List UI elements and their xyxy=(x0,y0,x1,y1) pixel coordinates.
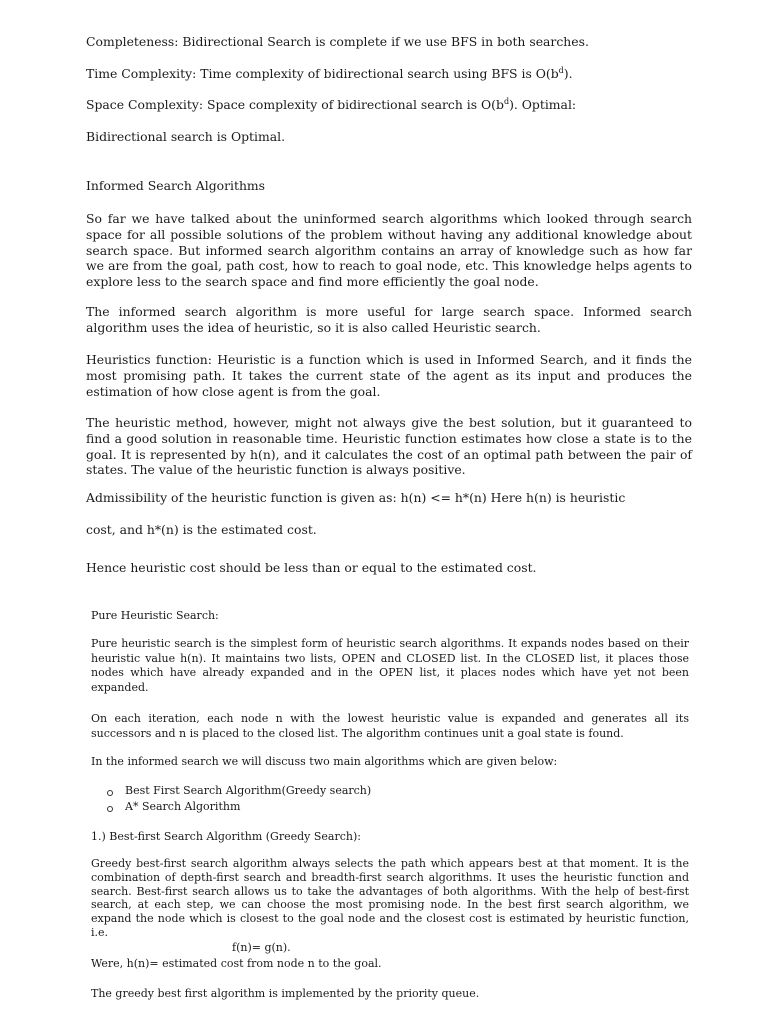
pure-heuristic-paragraph: Pure heuristic search is the simplest form of heuristic search algorithms. It expands nodes based on their heuristic value h(n). It maintains two lists, OPEN and CLOSED list. In the CLOSED list, it places those nodes which have already expanded and in the OPEN list, it places nodes which have yet not been expanded. xyxy=(91,637,689,694)
bullet-circle-icon xyxy=(107,806,113,812)
space-complexity-text: Space Complexity: Space complexity of bidirectional search is O(b xyxy=(86,97,504,112)
iteration-paragraph: On each iteration, each node n with the lowest heuristic value is expanded and generates all its successors and n is placed to the closed list. The algorithm continues unit a goal state is found. xyxy=(91,712,689,740)
formula: f(n)= g(n). xyxy=(232,941,291,954)
list-item: A* Search Algorithm xyxy=(125,800,241,813)
two-algorithms-intro: In the informed search we will discuss two main algorithms which are given below: xyxy=(91,755,558,768)
time-complexity-line xyxy=(86,66,573,82)
space-complexity-exponent: d xyxy=(503,96,510,106)
informed-paragraph-2: The informed search algorithm is more useful for large search space. Informed search algorithm uses the idea of heuristic, so it is also called Heuristic search. xyxy=(86,304,692,335)
informed-paragraph-1: So far we have talked about the uninformed search algorithms which looked through search space for all possible solutions of the problem without having any additional knowledge about search space. But informed search algorithm contains an array of knowledge such as how far we are from the goal, path cost, how to reach to goal node, etc. This knowledge helps agents to explore less to the search space and find more efficiently the goal node. xyxy=(86,211,692,290)
greedy-paragraph: Greedy best-first search algorithm always selects the path which appears best at that moment. It is the combination of depth-first search and breadth-first search algorithms. It uses the heuristic function and search. Best-first search allows us to take the advantages of both algorithms. With the help of best-first search, at each step, we can choose the most promising node. In the best first search algorithm, we expand the node which is closest to the goal node and the closest cost is estimated by heuristic function, i.e. xyxy=(91,857,689,939)
heuristics-function-paragraph: Heuristics function: Heuristic is a function which is used in Informed Search, and it finds the most promising path. It takes the current state of the agent as its input and produces the estimation of how close agent is from the goal. xyxy=(86,352,692,399)
priority-queue-line: The greedy best first algorithm is implemented by the priority queue. xyxy=(91,987,480,1000)
completeness-line: Completeness: Bidirectional Search is complete if we use BFS in both searches. xyxy=(86,34,589,49)
time-complexity-text: Time Complexity: Time complexity of bidirectional search using BFS is O(b xyxy=(86,66,559,81)
pure-heuristic-heading: Pure Heuristic Search: xyxy=(91,609,219,622)
optimal-line: Bidirectional search is Optimal. xyxy=(86,129,286,144)
estimated-cost-line: Were, h(n)= estimated cost from node n to the goal. xyxy=(91,957,382,970)
hence-line: Hence heuristic cost should be less than or equal to the estimated cost. xyxy=(86,560,537,575)
list-item: Best First Search Algorithm(Greedy search) xyxy=(125,784,372,797)
space-complexity-line xyxy=(86,97,576,113)
time-complexity-exponent: d xyxy=(558,65,564,75)
bullet-circle-icon xyxy=(107,790,113,796)
informed-search-heading: Informed Search Algorithms xyxy=(86,178,266,193)
best-first-heading: 1.) Best-first Search Algorithm (Greedy Search): xyxy=(91,830,361,843)
heuristic-method-paragraph: The heuristic method, however, might not always give the best solution, but it guaranteed to find a good solution in reasonable time. Heuristic function estimates how close a state is to the goal. It is represented by h(n), and it calculates the cost of an optimal path between the pair of states. The value of the heuristic function is always positive. xyxy=(86,415,692,478)
space-complexity-close: ). Optimal: xyxy=(509,97,577,112)
admissibility-line: Admissibility of the heuristic function is given as: h(n) <= h*(n) Here h(n) is heuristic xyxy=(86,490,626,505)
time-complexity-close: ). xyxy=(563,66,573,81)
admissibility-continuation: cost, and h*(n) is the estimated cost. xyxy=(86,522,317,537)
